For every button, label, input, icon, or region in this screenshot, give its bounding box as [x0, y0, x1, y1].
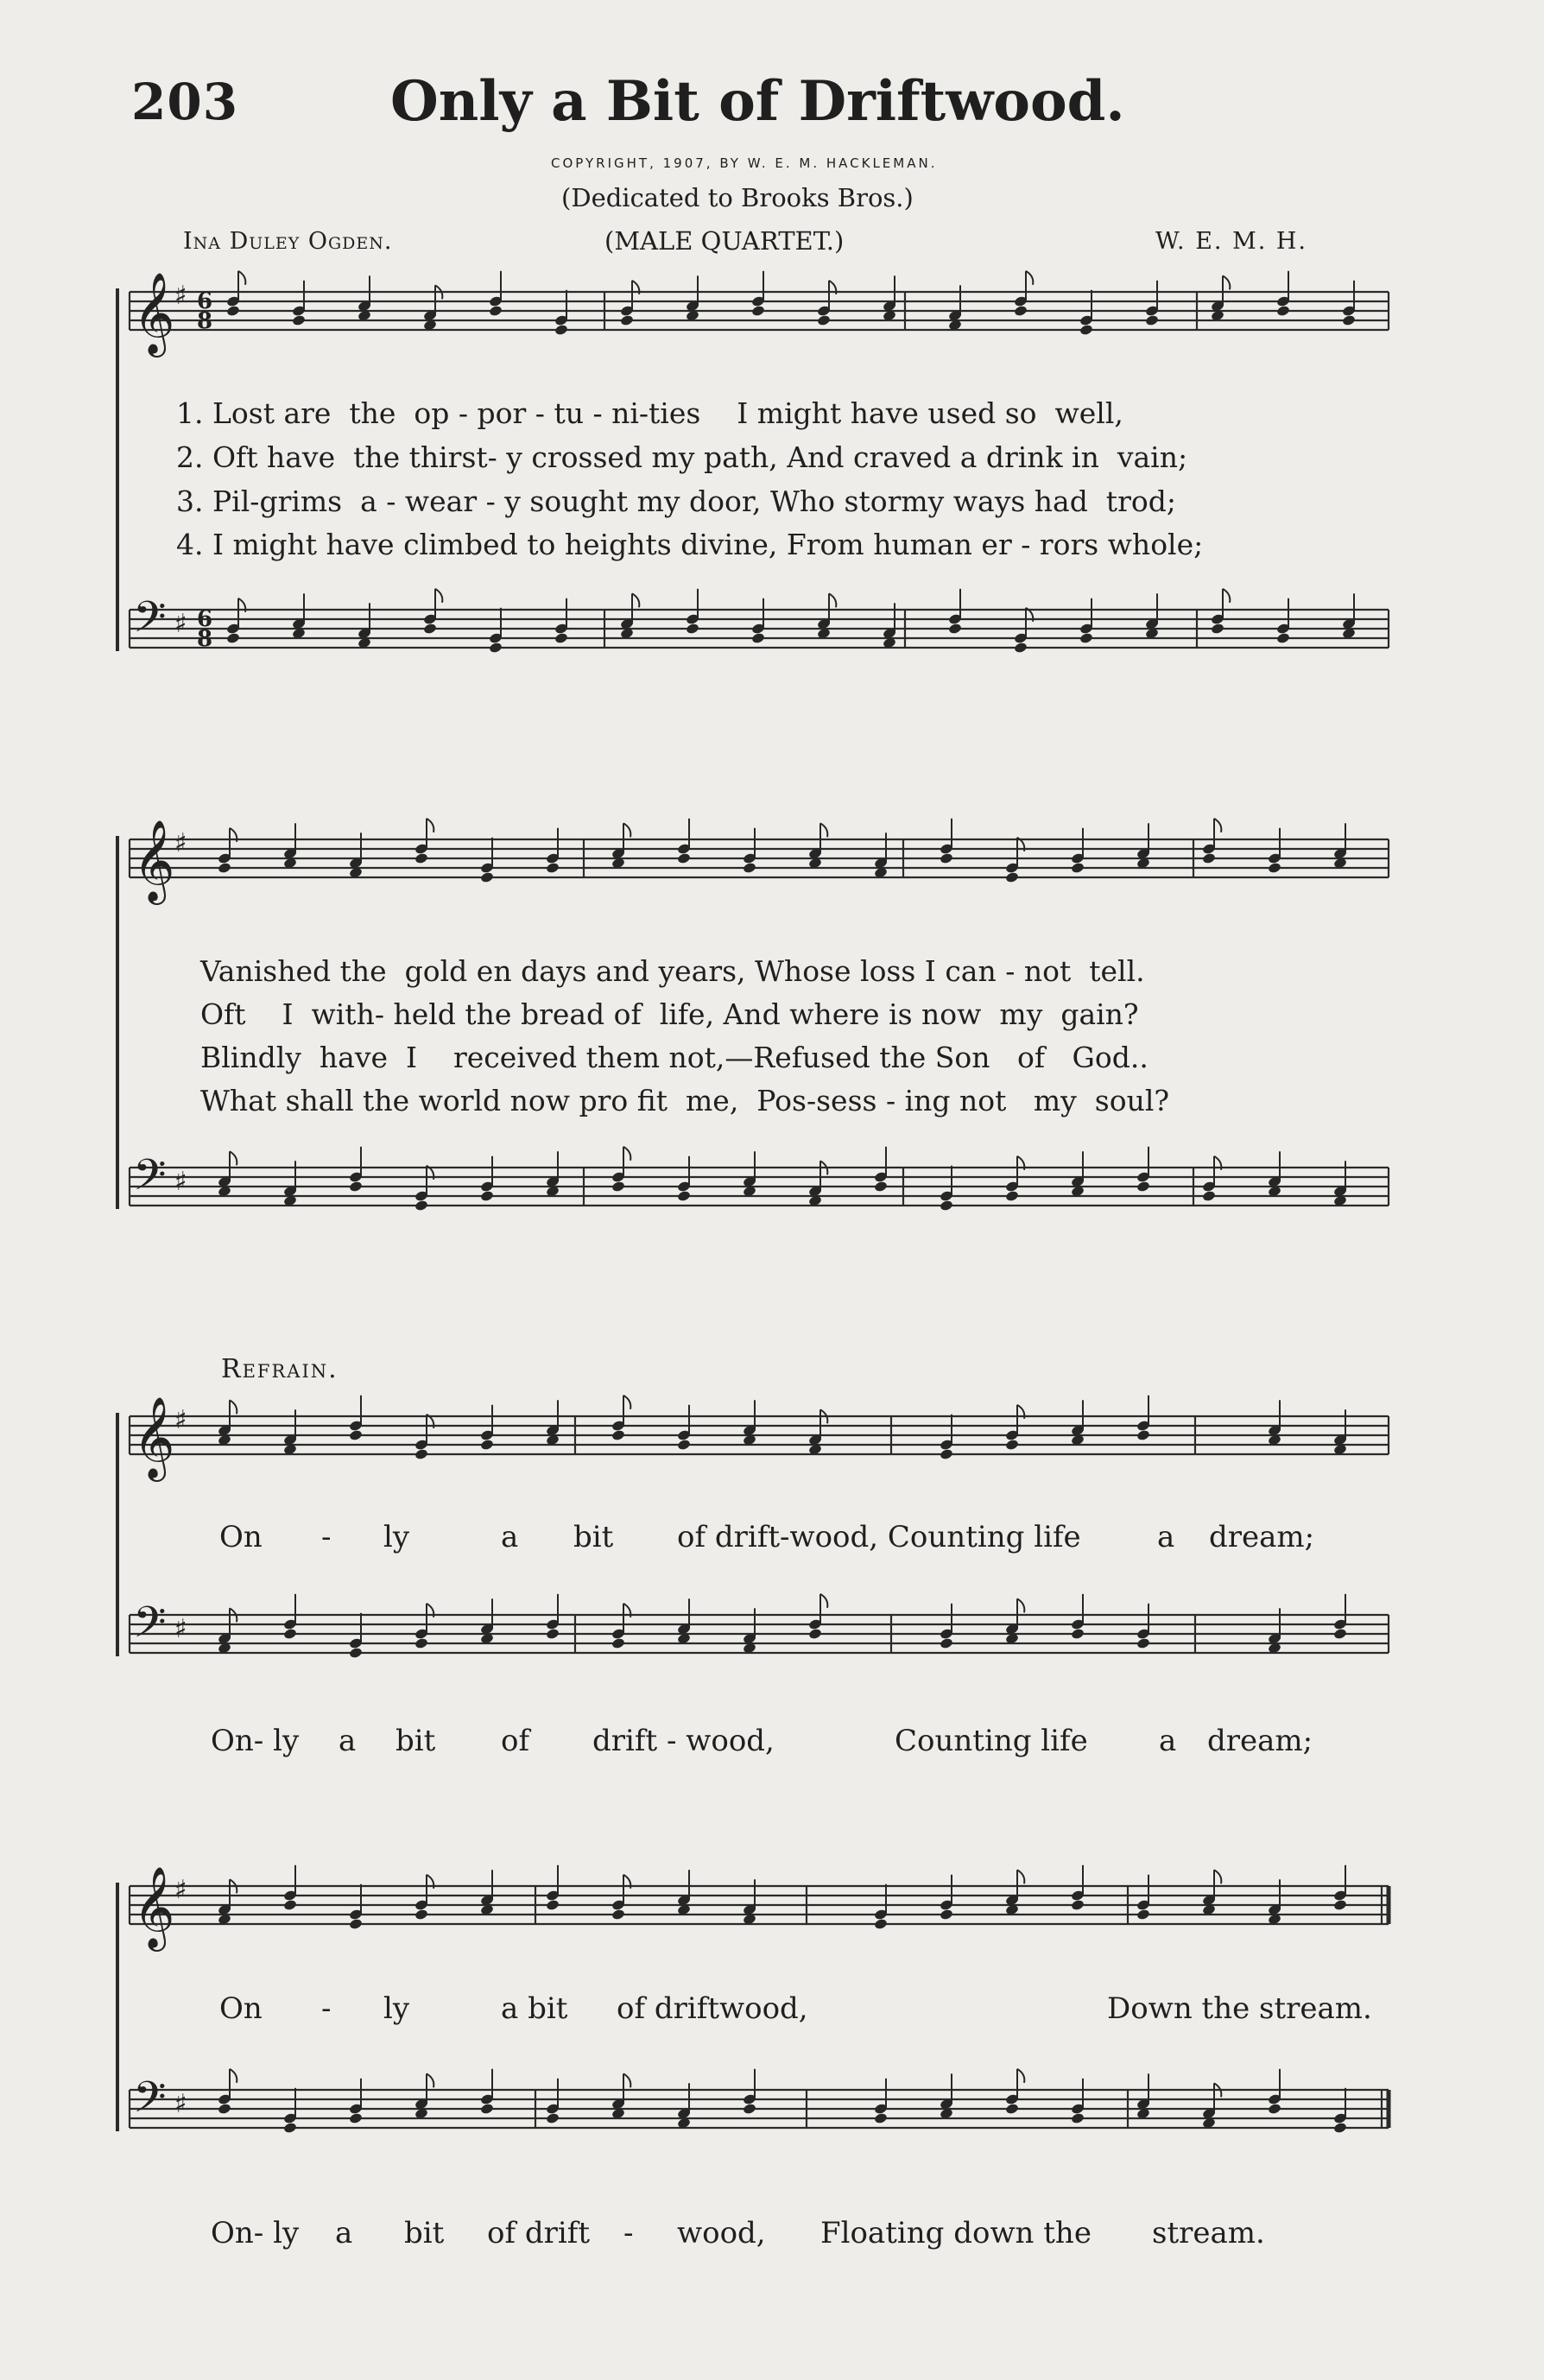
- sharp-icon: ♯: [174, 609, 187, 639]
- notehead: [1136, 1429, 1151, 1441]
- notehead: [480, 2103, 495, 2115]
- notehead: [546, 1899, 560, 1911]
- notehead: [751, 305, 766, 317]
- notehead: [1136, 1181, 1151, 1193]
- notehead: [874, 1918, 889, 1930]
- notehead: [349, 1181, 364, 1193]
- notehead: [940, 852, 954, 864]
- note-flag: [623, 1396, 630, 1409]
- refrain-lyric: wood,: [677, 2216, 766, 2250]
- notehead: [1005, 871, 1020, 883]
- notehead: [546, 1628, 560, 1640]
- notehead: [686, 623, 700, 635]
- notehead: [620, 314, 635, 326]
- note-flag: [1214, 819, 1221, 832]
- notehead: [1079, 324, 1094, 336]
- notehead: [226, 305, 241, 317]
- refrain-lyric: On: [219, 1991, 263, 2026]
- notehead: [480, 871, 495, 883]
- notehead: [611, 1637, 626, 1649]
- dedication: (Dedicated to Brooks Bros.): [561, 183, 914, 212]
- notehead: [1276, 632, 1291, 644]
- notehead: [1333, 1628, 1348, 1640]
- notehead: [218, 862, 232, 874]
- refrain-lyric: Counting life: [895, 1724, 1088, 1758]
- refrain-lyric: bit: [573, 1520, 614, 1554]
- notehead: [349, 1918, 364, 1930]
- notehead: [1268, 862, 1282, 874]
- voicing-label: (MALE QUARTET.): [604, 226, 845, 256]
- refrain-label: Refrain.: [221, 1354, 339, 1384]
- notehead: [554, 324, 569, 336]
- notehead: [1136, 1908, 1151, 1921]
- note-flag: [230, 2069, 237, 2083]
- sharp-icon: ♯: [174, 1614, 187, 1644]
- notehead: [1136, 1637, 1151, 1649]
- note-flag: [427, 819, 433, 832]
- verse-line-3: 3. Pil-grims a - wear - y sought my door, Who stormy ways had trod;: [176, 484, 1176, 518]
- time-signature-denominator: 8: [197, 626, 213, 652]
- notehead: [349, 2112, 364, 2124]
- notehead: [808, 1628, 823, 1640]
- notehead: [283, 2122, 298, 2134]
- note-flag: [820, 823, 827, 837]
- notehead: [480, 1190, 495, 1202]
- notehead: [489, 642, 503, 654]
- notehead: [751, 632, 766, 644]
- refrain-lyric: drift - wood,: [592, 1724, 775, 1758]
- verse-continuation-3: Blindly have I received them not,—Refused the Son of God..: [200, 1041, 1149, 1074]
- note-flag: [230, 1400, 237, 1414]
- notehead: [611, 1908, 626, 1921]
- refrain-lyric: On- ly: [211, 2216, 300, 2250]
- bass-clef-icon: 𝄢: [133, 1598, 167, 1658]
- verse-line-1: 1. Lost are the op - por - tu - ni-ties I might have used so well,: [176, 396, 1123, 430]
- note-flag: [623, 2073, 630, 2087]
- notehead: [874, 1181, 889, 1193]
- verse-continuation-1: Vanished the gold en days and years, Whose loss I can - not tell.: [200, 954, 1145, 988]
- notehead: [940, 1199, 954, 1212]
- verse-line-4: 4. I might have climbed to heights divine, From human er - rors whole;: [176, 528, 1204, 561]
- notehead: [1202, 852, 1217, 864]
- notehead: [423, 623, 438, 635]
- note-flag: [632, 593, 639, 607]
- notehead: [611, 1181, 626, 1193]
- refrain-lyric: ly: [383, 1991, 410, 2026]
- notehead: [349, 1647, 364, 1659]
- notehead: [1342, 314, 1357, 326]
- notehead: [1268, 2103, 1282, 2115]
- author-credit: Ina Duley Ogden.: [183, 228, 393, 255]
- bass-clef-icon: 𝄢: [133, 1150, 167, 1211]
- refrain-lyric: bit: [395, 1724, 436, 1758]
- notehead: [1071, 1899, 1085, 1911]
- sharp-icon: ♯: [174, 1405, 187, 1435]
- refrain-lyric: -: [321, 1520, 332, 1554]
- notehead: [677, 1439, 692, 1451]
- note-flag: [1017, 1870, 1024, 1883]
- refrain-lyric: -: [623, 2216, 634, 2250]
- notehead: [218, 2103, 232, 2115]
- refrain-lyric: of driftwood,: [617, 1991, 808, 2026]
- notehead: [677, 852, 692, 864]
- note-flag: [1223, 589, 1230, 603]
- notehead: [874, 2112, 889, 2124]
- notehead: [940, 1908, 954, 1921]
- hymn-number: 203: [131, 73, 239, 131]
- notehead: [1079, 632, 1094, 644]
- refrain-lyric: a: [501, 1520, 519, 1554]
- notehead: [349, 1429, 364, 1441]
- note-flag: [1214, 1870, 1221, 1883]
- time-signature-numerator: 6: [197, 288, 213, 314]
- notehead: [226, 632, 241, 644]
- refrain-lyric: Down the stream.: [1107, 1991, 1372, 2026]
- notehead: [1014, 305, 1028, 317]
- hymn-title: Only a Bit of Driftwood.: [390, 69, 1125, 134]
- sharp-icon: ♯: [174, 2089, 187, 2119]
- refrain-lyric: of drift: [487, 2216, 590, 2250]
- notehead: [414, 1199, 429, 1212]
- treble-clef-icon: 𝄞: [133, 1396, 175, 1478]
- time-signature-numerator: 6: [197, 606, 213, 632]
- note-flag: [230, 1151, 237, 1165]
- refrain-lyric: -: [321, 1991, 332, 2026]
- refrain-lyric: stream.: [1152, 2216, 1265, 2250]
- notehead: [414, 852, 429, 864]
- note-flag: [435, 589, 442, 603]
- treble-clef-icon: 𝄞: [133, 1866, 175, 1948]
- treble-clef-icon: 𝄞: [133, 820, 175, 902]
- notehead: [1071, 2112, 1085, 2124]
- refrain-lyric: dream;: [1207, 1724, 1313, 1758]
- bass-clef-icon: 𝄢: [133, 592, 167, 653]
- refrain-lyric: On: [219, 1520, 263, 1554]
- notehead: [940, 1448, 954, 1460]
- refrain-lyric: a bit: [501, 1991, 568, 2026]
- treble-clef-icon: 𝄞: [133, 272, 175, 354]
- notehead: [414, 1637, 429, 1649]
- copyright-line: COPYRIGHT, 1907, BY W. E. M. HACKLEMAN.: [551, 155, 938, 171]
- sharp-icon: ♯: [174, 1167, 187, 1197]
- composer-credit: W. E. M. H.: [1155, 228, 1308, 255]
- note-flag: [1223, 275, 1230, 289]
- notehead: [1276, 305, 1291, 317]
- notehead: [743, 862, 757, 874]
- note-flag: [820, 1594, 827, 1608]
- verse-continuation-4: What shall the world now pro fit me, Pos-sess - ing not my soul?: [200, 1084, 1170, 1117]
- note-flag: [623, 823, 630, 837]
- notehead: [1211, 623, 1225, 635]
- refrain-lyric: a: [1157, 1520, 1175, 1554]
- refrain-lyric: a: [335, 2216, 353, 2250]
- bass-clef-icon: 𝄢: [133, 2073, 167, 2133]
- verse-continuation-2: Oft I with- held the bread of life, And where is now my gain?: [200, 997, 1139, 1031]
- notehead: [611, 1429, 626, 1441]
- notehead: [1333, 2122, 1348, 2134]
- refrain-lyric: of drift-wood, Counting life: [677, 1520, 1081, 1554]
- refrain-lyric: a: [339, 1724, 357, 1758]
- note-flag: [623, 1147, 630, 1161]
- verse-line-2: 2. Oft have the thirst- y crossed my path, And craved a drink in vain;: [176, 440, 1188, 474]
- notehead: [292, 314, 307, 326]
- notehead: [283, 1628, 298, 1640]
- notehead: [677, 1190, 692, 1202]
- notehead: [489, 305, 503, 317]
- sharp-icon: ♯: [174, 828, 187, 858]
- refrain-lyric: of: [501, 1724, 530, 1758]
- notehead: [817, 314, 832, 326]
- sharp-icon: ♯: [174, 1875, 187, 1905]
- notehead: [414, 1448, 429, 1460]
- note-flag: [1026, 271, 1033, 285]
- refrain-lyric: On- ly: [211, 1724, 300, 1758]
- notehead: [554, 632, 569, 644]
- notehead: [1014, 642, 1028, 654]
- notehead: [1202, 1190, 1217, 1202]
- notehead: [1005, 2103, 1020, 2115]
- notehead: [546, 2112, 560, 2124]
- note-flag: [1017, 1598, 1024, 1612]
- notehead: [948, 623, 963, 635]
- time-signature-denominator: 8: [197, 308, 213, 334]
- note-flag: [427, 2073, 433, 2087]
- refrain-lyric: bit: [404, 2216, 445, 2250]
- refrain-lyric: a: [1159, 1724, 1177, 1758]
- notehead: [414, 1908, 429, 1921]
- notehead: [1071, 862, 1085, 874]
- notehead: [1071, 1628, 1085, 1640]
- notehead: [1005, 1439, 1020, 1451]
- note-flag: [829, 593, 836, 607]
- notehead: [283, 1899, 298, 1911]
- notehead: [1145, 314, 1160, 326]
- notehead: [1005, 1190, 1020, 1202]
- notehead: [940, 1637, 954, 1649]
- sharp-icon: ♯: [174, 281, 187, 311]
- notehead: [743, 2103, 757, 2115]
- refrain-lyric: ly: [383, 1520, 410, 1554]
- note-flag: [238, 271, 245, 285]
- notehead: [480, 1439, 495, 1451]
- notehead: [1333, 1899, 1348, 1911]
- notehead: [546, 862, 560, 874]
- note-flag: [1017, 2069, 1024, 2083]
- refrain-lyric: dream;: [1209, 1520, 1315, 1554]
- refrain-lyric: Floating down the: [820, 2216, 1092, 2250]
